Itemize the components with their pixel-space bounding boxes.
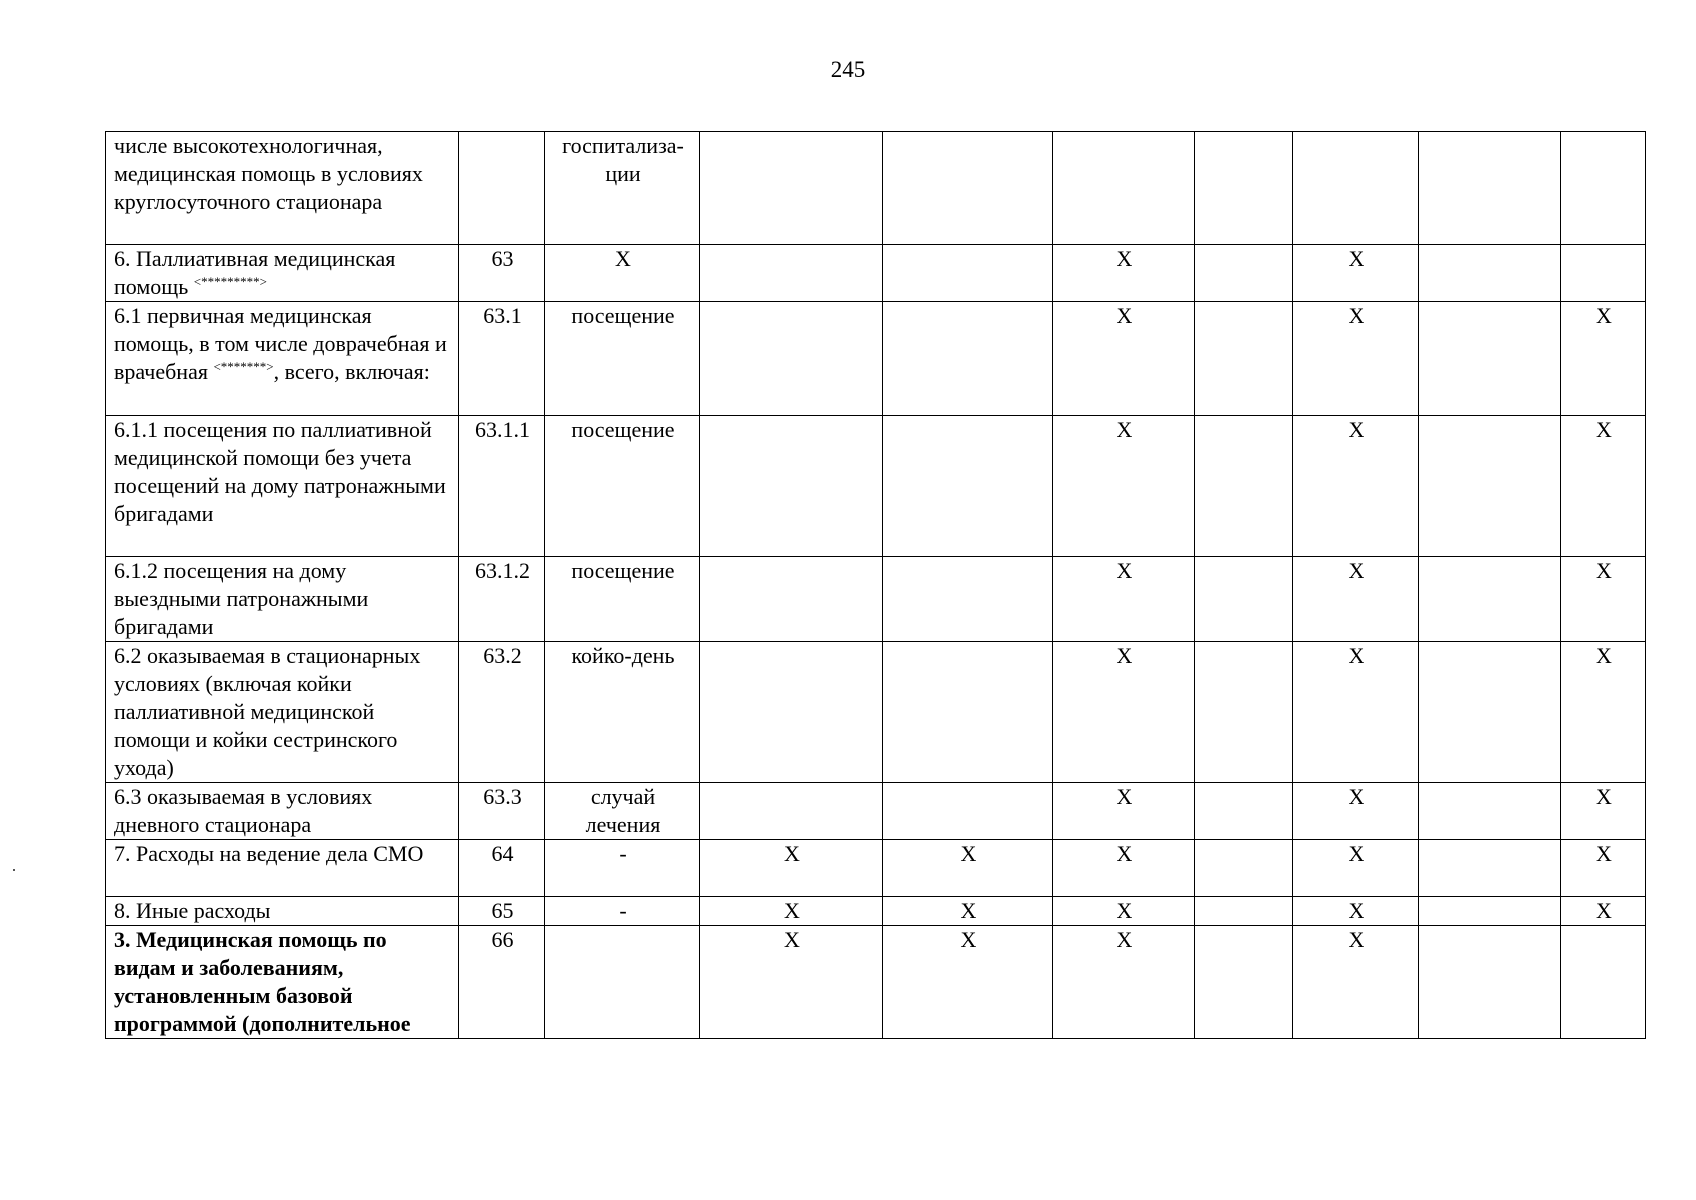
row-name (106, 302, 459, 416)
cell-col9 (1419, 132, 1561, 245)
row-name: 6.3 оказываемая в условиях дневного стационара (106, 783, 459, 840)
cell-col10: X (1561, 783, 1646, 840)
row-unit: госпитализа-ции (545, 132, 700, 245)
row-unit: посещение (545, 302, 700, 416)
cell-col4 (700, 783, 883, 840)
table-row (106, 783, 1646, 840)
footnote-mark: <*********> (193, 274, 267, 289)
row-name: 6.1.1 посещения по паллиативной медицинской помощи без учета посещений на дому патронажными бригадами (106, 416, 459, 557)
cell-col5 (883, 302, 1053, 416)
cell-col8: X (1293, 302, 1419, 416)
cell-col8: X (1293, 557, 1419, 642)
row-name (106, 245, 459, 302)
cell-col5 (883, 783, 1053, 840)
cell-col6: X (1053, 897, 1195, 926)
cell-col7 (1195, 840, 1293, 897)
cell-col6: X (1053, 416, 1195, 557)
cell-col8: X (1293, 783, 1419, 840)
cell-col9 (1419, 302, 1561, 416)
row-code: 63.1 (459, 302, 545, 416)
cell-col4: X (700, 897, 883, 926)
row-code: 63.2 (459, 642, 545, 783)
row-code: 63.3 (459, 783, 545, 840)
cell-col4: X (700, 926, 883, 1039)
cell-col4 (700, 302, 883, 416)
table-row (106, 840, 1646, 897)
row-code: 65 (459, 897, 545, 926)
cell-col6: X (1053, 245, 1195, 302)
page-number: 245 (830, 57, 866, 82)
cell-col10: X (1561, 840, 1646, 897)
row-unit: X (545, 245, 700, 302)
row-unit: посещение (545, 416, 700, 557)
row-unit: - (545, 897, 700, 926)
cell-col9 (1419, 557, 1561, 642)
cell-col8: X (1293, 245, 1419, 302)
row-name: числе высокотехнологичная, медицинская помощь в условиях круглосуточного стационара (106, 132, 459, 245)
cell-col4 (700, 416, 883, 557)
row-unit (545, 926, 700, 1039)
cell-col5 (883, 245, 1053, 302)
row-name-tail: , всего, включая: (273, 359, 430, 384)
row-unit: койко-день (545, 642, 700, 783)
table-row (106, 132, 1646, 245)
table-row (106, 302, 1646, 416)
cell-col8: X (1293, 897, 1419, 926)
cell-col9 (1419, 783, 1561, 840)
row-name: 6.1.2 посещения на дому выездными патронажными бригадами (106, 557, 459, 642)
cell-col5 (883, 557, 1053, 642)
cell-col8: X (1293, 416, 1419, 557)
cell-col10 (1561, 245, 1646, 302)
cell-col7 (1195, 926, 1293, 1039)
cell-col8: X (1293, 926, 1419, 1039)
table-row (106, 926, 1646, 1039)
row-name-text: 6.1 первичная медицинская помощь, в том числе доврачебная и врачебная (114, 303, 447, 384)
cell-col7 (1195, 557, 1293, 642)
cell-col10: X (1561, 557, 1646, 642)
row-code: 64 (459, 840, 545, 897)
row-code (459, 132, 545, 245)
row-name: 6.2 оказываемая в стационарных условиях (включая койки паллиативной медицинской помощи и койки сестринского ухода) (106, 642, 459, 783)
table-row (106, 642, 1646, 783)
cell-col9 (1419, 926, 1561, 1039)
cell-col6: X (1053, 557, 1195, 642)
cell-col6: X (1053, 783, 1195, 840)
row-unit: - (545, 840, 700, 897)
cell-col4 (700, 132, 883, 245)
scan-speck (13, 869, 15, 871)
cell-col9 (1419, 897, 1561, 926)
row-code: 63 (459, 245, 545, 302)
cell-col9 (1419, 642, 1561, 783)
cell-col5: X (883, 840, 1053, 897)
cell-col6: X (1053, 840, 1195, 897)
cell-col4 (700, 557, 883, 642)
cell-col9 (1419, 416, 1561, 557)
cell-col8 (1293, 132, 1419, 245)
cell-col7 (1195, 416, 1293, 557)
row-code: 63.1.2 (459, 557, 545, 642)
row-unit: случай лечения (545, 783, 700, 840)
cell-col5: X (883, 926, 1053, 1039)
section-heading: 3. Медицинская помощь по видам и заболеваниям, установленным базовой программой (дополнительное (106, 926, 459, 1039)
cell-col10 (1561, 926, 1646, 1039)
cell-col7 (1195, 302, 1293, 416)
row-code: 63.1.1 (459, 416, 545, 557)
footnote-mark: <*******> (213, 359, 274, 374)
cell-col6 (1053, 132, 1195, 245)
cell-col4 (700, 245, 883, 302)
cell-col6: X (1053, 926, 1195, 1039)
row-name: 7. Расходы на ведение дела СМО (106, 840, 459, 897)
cell-col7 (1195, 642, 1293, 783)
cell-col5 (883, 416, 1053, 557)
table-row (106, 897, 1646, 926)
table-row (106, 557, 1646, 642)
table-row (106, 245, 1646, 302)
cell-col6: X (1053, 642, 1195, 783)
cell-col10: X (1561, 897, 1646, 926)
cell-col5: X (883, 897, 1053, 926)
table-row (106, 416, 1646, 557)
cell-col7 (1195, 245, 1293, 302)
cell-col8: X (1293, 642, 1419, 783)
cell-col10 (1561, 132, 1646, 245)
cell-col7 (1195, 132, 1293, 245)
row-code: 66 (459, 926, 545, 1039)
cell-col10: X (1561, 642, 1646, 783)
row-unit: посещение (545, 557, 700, 642)
cell-col4 (700, 642, 883, 783)
cell-col9 (1419, 840, 1561, 897)
cell-col8: X (1293, 840, 1419, 897)
cell-col4: X (700, 840, 883, 897)
row-name: 8. Иные расходы (106, 897, 459, 926)
cell-col5 (883, 642, 1053, 783)
cell-col7 (1195, 897, 1293, 926)
row-name-text: 6. Паллиативная медицинская помощь (114, 246, 396, 299)
financing-table (105, 131, 1646, 1039)
cell-col9 (1419, 245, 1561, 302)
cell-col10: X (1561, 302, 1646, 416)
cell-col5 (883, 132, 1053, 245)
cell-col6: X (1053, 302, 1195, 416)
cell-col7 (1195, 783, 1293, 840)
cell-col10: X (1561, 416, 1646, 557)
